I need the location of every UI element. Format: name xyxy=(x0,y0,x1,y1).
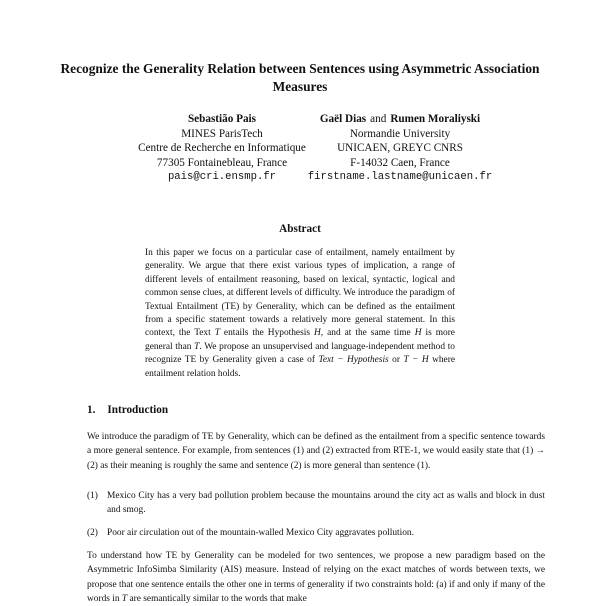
paper-title: Recognize the Generality Relation between Sentences using Asymmetric Association Measures xyxy=(60,61,540,94)
example-text: Poor air circulation out of the mountain-walled Mexico City aggravates pollution. xyxy=(107,528,414,538)
abstract-heading: Abstract xyxy=(279,223,321,235)
author-block-right xyxy=(300,112,500,185)
author-block-left xyxy=(112,112,332,185)
math-t: T xyxy=(194,341,200,352)
abstract-text: or xyxy=(388,355,404,366)
abstract-text: . We propose an unsupervised and language-independent method to recognize TE by Generality given a case of xyxy=(145,341,455,366)
affiliation-line: 77305 Fontainebleau, France xyxy=(156,156,288,169)
abstract-text: where entailment relation holds. xyxy=(145,355,455,379)
author-name-moraliyski: Rumen Moraliyski xyxy=(390,113,481,125)
section-heading xyxy=(87,404,168,416)
abstract-text: In this paper we focus on a particular case of entailment, namely entailment by generality. We argue that there exist various types of implication, a range of different levels of entailment reasoning, based on lexical, syntactic, logical and common sense clues, at different levels of difficulty. We introduce the paradigm of Textual Entailment (TE) by Generality, which can be defined as the entailment from a specific statement towards a relatively more general statement. In this context, the Text xyxy=(145,248,455,339)
author-email-right: firstname.lastname@unicaen.fr xyxy=(307,171,493,184)
abstract-text: entails the Hypothesis xyxy=(219,328,314,339)
math-t: T xyxy=(121,593,128,604)
example-2 xyxy=(87,526,545,540)
author-email-left: pais@cri.ensmp.fr xyxy=(167,171,277,184)
math-t-minus-h: T − H xyxy=(403,355,429,366)
author-names-right xyxy=(300,112,500,127)
math-h: H xyxy=(313,328,321,339)
affiliation-line: MINES ParisTech xyxy=(181,127,263,140)
abstract-text: , and at the same time xyxy=(320,328,415,339)
author-name-dias: Gaël Dias xyxy=(319,113,367,125)
author-and: and xyxy=(370,113,387,125)
affiliation-line: Normandie University xyxy=(349,127,451,140)
paragraph-text: We introduce the paradigm of TE by Generality, which can be defined as the entailment from a specific sentence towards a more general sentence. For example, from sentences (1) and (2) extracted from RTE-1, we would easily state that (1) → (2) as their meaning is roughly the same and sentence (2) is more general than sentence (1). xyxy=(87,432,545,471)
paragraph-text: are semantically similar to the words that make xyxy=(127,593,307,604)
intro-paragraph-2 xyxy=(87,549,545,606)
section-title: Introduction xyxy=(107,404,169,416)
paragraph-text: To understand how TE by Generality can be modeled for two sentences, we propose a new paradigm based on the Asymmetric InfoSimba Similarity (AIS) measure. Instead of relying on the exact matches of words between texts, we propose that one sentence entails the other one in terms of generality if two constraints hold: (a) if and only if many of the words in xyxy=(87,551,545,604)
affiliation-line: Centre de Recherche en Informatique xyxy=(138,142,306,155)
example-label: (1) xyxy=(87,491,98,501)
affiliation-line: UNICAEN, GREYC CNRS xyxy=(337,142,463,155)
abstract-text: is more general than xyxy=(145,328,455,352)
affiliation-line: F-14032 Caen, France xyxy=(350,156,450,169)
math-t: T xyxy=(214,328,220,339)
example-label: (2) xyxy=(87,528,98,538)
intro-paragraph-1 xyxy=(87,430,545,473)
author-name-pais: Sebastião Pais xyxy=(187,113,257,125)
math-text-hypothesis: Text − Hypothesis xyxy=(318,355,389,366)
example-text: Mexico City has a very bad pollution problem because the mountains around the city act as walls and block in dust and smog. xyxy=(107,491,545,516)
section-number: 1. xyxy=(87,404,96,416)
abstract-body xyxy=(145,247,455,381)
example-1 xyxy=(87,489,545,518)
math-h: H xyxy=(414,328,422,339)
